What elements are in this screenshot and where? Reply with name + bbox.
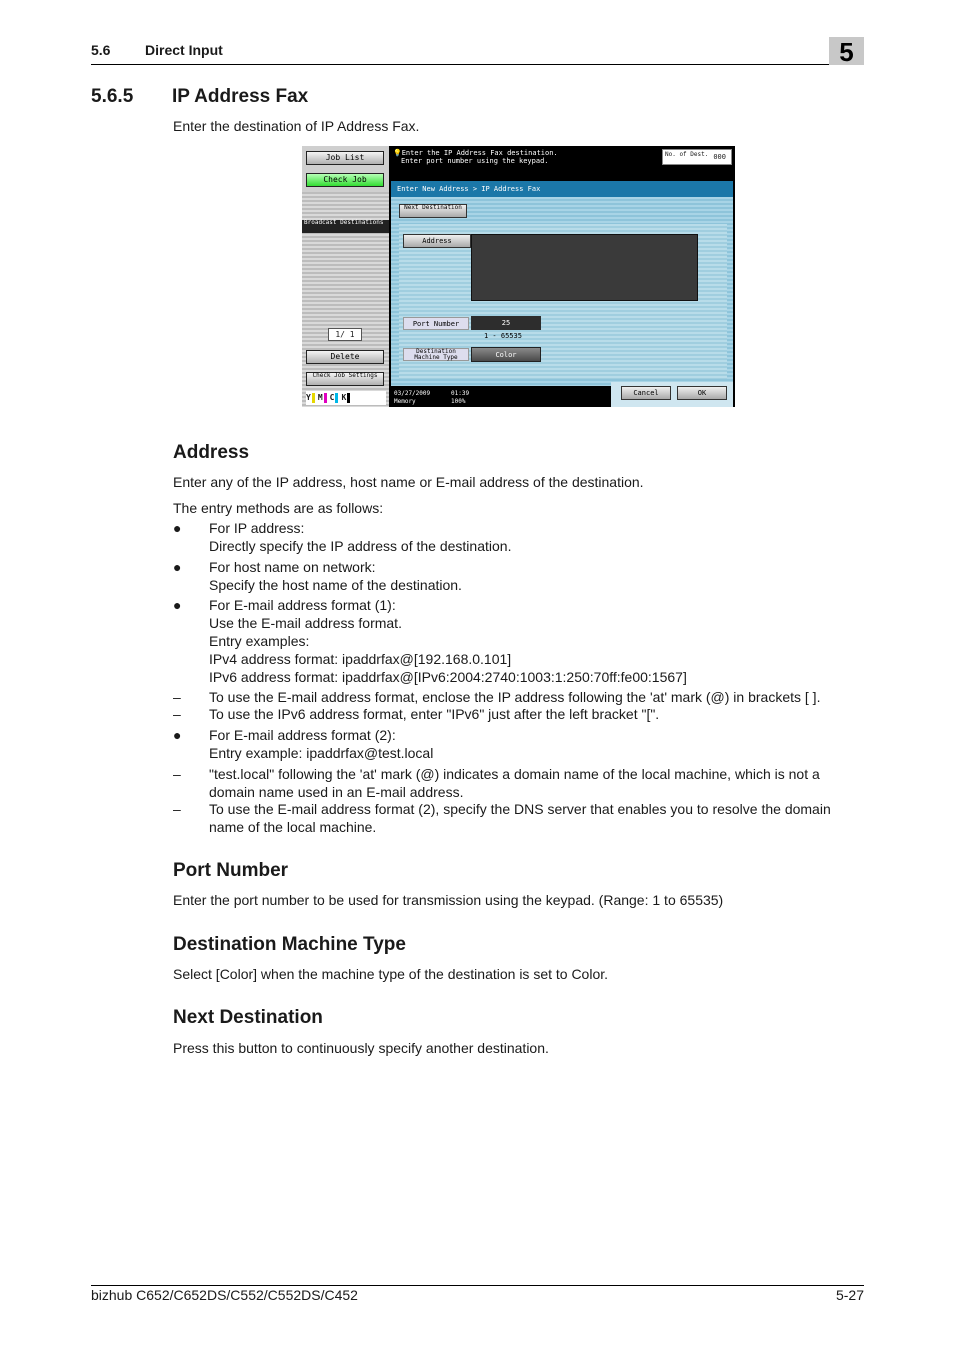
port-text: Enter the port number to be used for transmission using the keypad. (Range: 1 to 65535) xyxy=(173,892,724,908)
footer-rule xyxy=(91,1285,864,1286)
toner-indicator xyxy=(306,391,386,405)
next-destination-heading: Next Destination xyxy=(173,1007,323,1028)
next-destination-button[interactable]: Next Destination xyxy=(399,204,467,218)
toner-y: Y xyxy=(306,391,315,405)
ok-button[interactable]: OK xyxy=(677,386,727,400)
right-panel xyxy=(389,146,735,407)
machine-type-label: Destination Machine Type xyxy=(403,348,469,361)
delete-button[interactable]: Delete xyxy=(306,350,384,364)
page-title xyxy=(91,86,308,108)
chapter-badge: 5 xyxy=(829,37,864,65)
port-number-label: Port Number xyxy=(403,317,469,330)
check-job-button[interactable]: Check Job xyxy=(306,173,384,187)
address-display xyxy=(471,234,698,301)
job-list-button[interactable]: Job List xyxy=(306,151,384,165)
destination-counter: No. of Dest. 000 xyxy=(662,149,732,165)
intro-text: Enter the destination of IP Address Fax. xyxy=(173,118,420,134)
top-message: 💡Enter the IP Address Fax destination. Enter port number using the keypad. xyxy=(393,149,558,165)
heading-title: IP Address Fax xyxy=(172,86,309,107)
status-bar: 03/27/2009 Memory 01:39 100% xyxy=(394,390,470,405)
address-heading: Address xyxy=(173,442,250,463)
check-job-settings-button[interactable]: Check Job Settings xyxy=(306,372,384,386)
device-screen xyxy=(302,146,735,407)
toner-c: C xyxy=(330,391,339,405)
broadcast-destinations-label: Broadcast Destinations xyxy=(302,220,389,233)
toner-m: M xyxy=(318,391,327,405)
header-rule xyxy=(91,64,864,65)
lightbulb-icon: 💡 xyxy=(393,149,402,157)
port-number-field[interactable]: 25 xyxy=(471,316,541,330)
address-p2: The entry methods are as follows: xyxy=(173,500,384,516)
color-button[interactable]: Color xyxy=(471,347,541,362)
breadcrumb: Enter New Address > IP Address Fax xyxy=(391,181,733,197)
machine-type-text: Select [Color] when the machine type of the destination is set to Color. xyxy=(173,966,609,982)
machine-type-heading: Destination Machine Type xyxy=(173,934,406,955)
port-heading: Port Number xyxy=(173,860,289,881)
pager: 1/ 1 xyxy=(328,328,362,341)
address-button[interactable]: Address xyxy=(403,234,471,248)
footer-model: bizhub C652/C652DS/C552/C552DS/C452 xyxy=(91,1287,358,1303)
address-p1: Enter any of the IP address, host name or E-mail address of the destination. xyxy=(173,474,644,490)
cancel-button[interactable]: Cancel xyxy=(621,386,671,400)
header-section-number: 5.6 xyxy=(91,42,111,58)
header-section-title: Direct Input xyxy=(145,42,223,58)
next-destination-text: Press this button to continuously specify another destination. xyxy=(173,1040,549,1056)
toner-k: K xyxy=(341,391,350,405)
heading-number: 5.6.5 xyxy=(91,86,134,107)
left-panel xyxy=(302,146,389,407)
page-number: 5-27 xyxy=(835,1287,864,1303)
port-range: 1 - 65535 xyxy=(484,332,522,340)
